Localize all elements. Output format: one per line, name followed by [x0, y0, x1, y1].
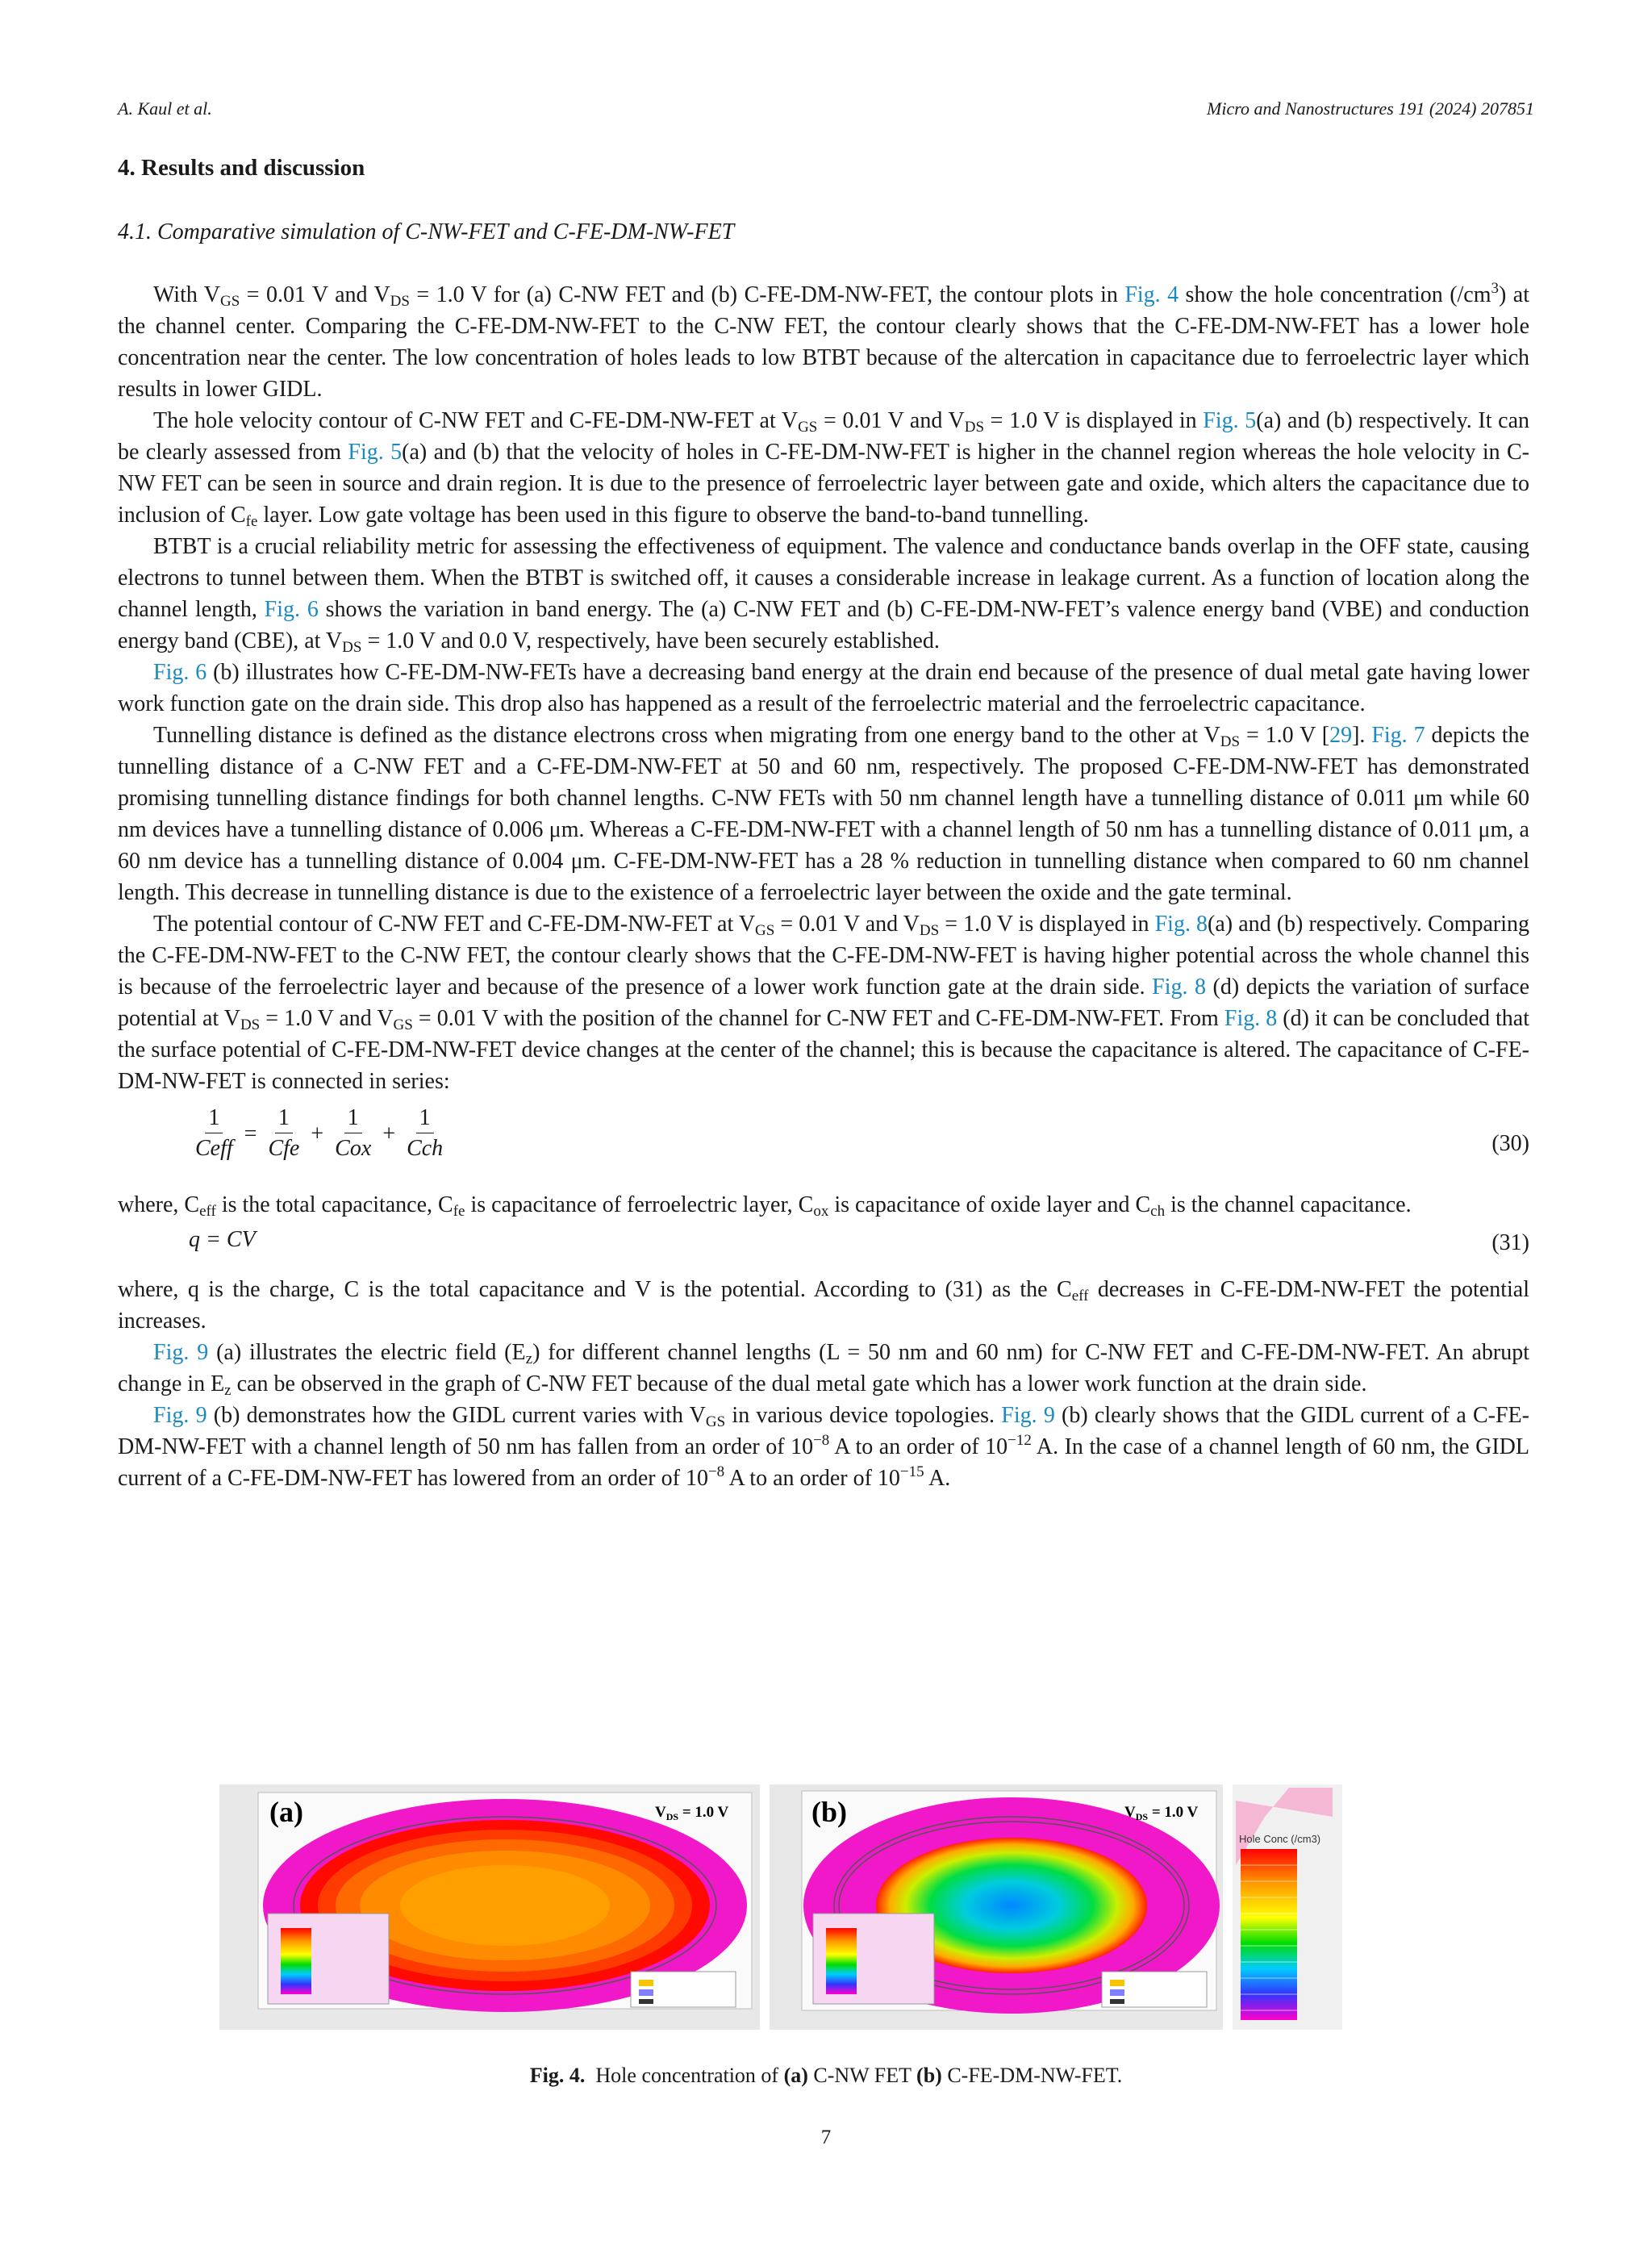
fig-9-link[interactable]: Fig. 9: [1001, 1403, 1055, 1428]
paragraph: Fig. 9 (a) illustrates the electric field $(E_z)$ for different channel lengths (L = 50 nm and 60 nm) for C-NW FET and C-FE-DM-NW-FET. An abrupt change in $E_z$ can be observed in the graph of C-NW FET because of the dual metal gate which has a lower work function at the drain side.: [118, 1340, 1530, 1399]
figure-4b-contour: [770, 1784, 1223, 2030]
subsection-title: 4.1. Comparative simulation of C-NW-FET and C-FE-DM-NW-FET: [118, 219, 735, 244]
fig-6-link[interactable]: Fig. 6: [264, 597, 319, 622]
fig-5-link[interactable]: Fig. 5: [348, 440, 403, 465]
equation-number: (31): [1491, 1230, 1529, 1255]
paragraph: where, q is the charge, C is the total capacitance and V is the potential. According to (31) as the $C_{eff}$ decreases in C-FE-DM-NW-FET the potential increases.: [118, 1277, 1529, 1334]
paragraph: Fig. 6 (b) illustrates how C-FE-DM-NW-FETs have a decreasing band energy at the drain end because of the presence of dual metal gate having lower work function gate on the drain side. This drop also has happened as a result of the ferroelectric material and the ferroelectric capacitance.: [118, 660, 1530, 716]
panel-a-label: (a): [269, 1796, 303, 1828]
equation-31: q = CV (31): [118, 1224, 1529, 1266]
fig-4-link[interactable]: Fig. 4: [1124, 282, 1179, 307]
figure-4: [219, 1784, 1342, 2030]
vds-label-a: $V_{DS} = 1.0$ V: [655, 1804, 729, 1822]
paragraph: where, $C_{eff}$ is the total capacitance, $C_{fe}$ is capacitance of ferroelectric layer, $C_{ox}$ is capacitance of oxide layer and $C_{ch}$ is the channel capacitance.: [118, 1192, 1412, 1220]
colorbar-title: Hole Conc (/cm3): [1239, 1833, 1321, 1845]
section-title: 4. Results and discussion: [118, 155, 365, 181]
figure-4-colorbar: [1233, 1784, 1342, 2030]
paragraph: Tunnelling distance is defined as the distance electrons cross when migrating from one energy band to the other at $V_{DS} = 1.0$ V [29]. Fig. 7 depicts the tunnelling distance of a C-NW FET and a C-FE-DM-NW-FET at 50 and 60 nm, respectively. The proposed C-FE-DM-NW-FET has demonstrated promising tunnelling distance findings for both channel lengths. C-NW FETs with 50 nm channel length have a tunnelling distance of 0.011 μm while 60 nm devices have a tunnelling distance of 0.006 μm. Whereas a C-FE-DM-NW-FET with a channel length of 50 nm has a tunnelling distance of 0.011 μm, a 60 nm device has a tunnelling distance of 0.004 μm. C-FE-DM-NW-FET has a 28 % reduction in tunnelling distance when compared to 60 nm channel length. This decrease in tunnelling distance is due to the existence of a ferroelectric layer between the oxide and the gate terminal.: [118, 723, 1529, 905]
paragraph: BTBT is a crucial reliability metric for assessing the effectiveness of equipment. The valence and conductance bands overlap in the OFF state, causing electrons to tunnel between them. When the BTBT is switched off, it causes a considerable increase in leakage current. As a function of location along the channel length, Fig. 6 shows the variation in band energy. The (a) C-NW FET and (b) C-FE-DM-NW-FET’s valence energy band (VBE) and conduction energy band (CBE), at $V_{DS} = 1.0$ V and 0.0 V, respectively, have been securely established.: [118, 534, 1529, 656]
equation-30: $\frac{1}{\text{Ceff}}$ = $\frac{1}{\text{Cfe}}$ + $\frac{1}{\text{Cox}}$ + $\frac{1}{\text{Cch}}$ (30): [195, 1105, 1529, 1161]
running-header-authors: A. Kaul et al.: [118, 98, 212, 119]
fig-9-link[interactable]: Fig. 9: [153, 1403, 207, 1428]
paragraph: The potential contour of C-NW FET and C-FE-DM-NW-FET at $V_{GS} = 0.01$ V and $V_{DS} = 1.0$ V is displayed in Fig. 8(a) and (b) respectively. Comparing the C-FE-DM-NW-FET to the C-NW FET, the contour clearly shows that the C-FE-DM-NW-FET is having higher potential across the whole channel this is because of the ferroelectric layer and because of the presence of a lower work function gate at the drain side. Fig. 8 (d) depicts the variation of surface potential at $V_{DS} = 1.0$ V and $V_{GS} = 0.01$ V with the position of the channel for C-NW FET and C-FE-DM-NW-FET. From Fig. 8 (d) it can be concluded that the surface potential of C-FE-DM-NW-FET device changes at the center of the channel; this is because the capacitance is altered. The capacitance of C-FE-DM-NW-FET is connected in series:: [118, 912, 1530, 1094]
fig-9-link[interactable]: Fig. 9: [153, 1340, 209, 1365]
hole-concentration-contour-a: [219, 1784, 760, 2030]
vds-label-b: $V_{DS} = 1.0$ V: [1124, 1804, 1199, 1822]
citation-29-link[interactable]: 29: [1329, 723, 1353, 748]
equation-number: (30): [1491, 1131, 1529, 1156]
paragraph: With $V_{GS} = 0.01$ V and $V_{DS} = 1.0$ V for (a) C-NW FET and (b) C-FE-DM-NW-FET, the contour plots in Fig. 4 show the hole concentration $(/cm^3)$ at the channel center. Comparing the C-FE-DM-NW-FET to the C-NW FET, the contour clearly shows that the C-FE-DM-NW-FET has a lower hole concentration near the center. The low concentration of holes leads to low BTBT because of the altercation in capacitance due to ferroelectric layer which results in lower GIDL.: [118, 280, 1530, 402]
running-header-journal: Micro and Nanostructures 191 (2024) 207851: [1207, 98, 1534, 119]
fig-6-link[interactable]: Fig. 6: [153, 660, 207, 685]
fig-7-link[interactable]: Fig. 7: [1371, 723, 1425, 748]
panel-b-label: (b): [811, 1796, 847, 1828]
hole-concentration-contour-b: [770, 1784, 1223, 2030]
paragraph: The hole velocity contour of C-NW FET and C-FE-DM-NW-FET at $V_{GS} = 0.01$ V and $V_{DS} = 1.0$ V is displayed in Fig. 5(a) and (b) respectively. It can be clearly assessed from Fig. 5(a) and (b) that the velocity of holes in C-FE-DM-NW-FET is higher in the channel region whereas the hole velocity in C-NW FET can be seen in source and drain region. It is due to the presence of ferroelectric layer between gate and oxide, which alters the capacitance due to inclusion of $C_{fe}$ layer. Low gate voltage has been used in this figure to observe the band-to-band tunnelling.: [118, 408, 1530, 530]
fig-8-link[interactable]: Fig. 8: [1152, 975, 1207, 1000]
hole-conc-colorbar: [1233, 1784, 1342, 2030]
figure-4-caption: Fig. 4. Hole concentration of (a) C-NW FET (b) C-FE-DM-NW-FET.: [529, 2064, 1123, 2087]
paragraph: Fig. 9 (b) demonstrates how the GIDL current varies with $V_{GS}$ in various device topologies. Fig. 9 (b) clearly shows that the GIDL current of a C-FE-DM-NW-FET with a channel length of 50 nm has fallen from an order of $10^{-8}$ A to an order of $10^{-12}$ A. In the case of a channel length of 60 nm, the GIDL current of a C-FE-DM-NW-FET has lowered from an order of $10^{-8}$ A to an order of $10^{-15}$ A.: [118, 1403, 1529, 1491]
fig-5-link[interactable]: Fig. 5: [1203, 408, 1257, 433]
fig-8-link[interactable]: Fig. 8: [1154, 912, 1208, 937]
fig-8-link[interactable]: Fig. 8: [1224, 1006, 1278, 1031]
page-number: 7: [820, 2127, 832, 2148]
figure-4a-contour: [219, 1784, 760, 2030]
body-text: [118, 279, 1529, 1494]
